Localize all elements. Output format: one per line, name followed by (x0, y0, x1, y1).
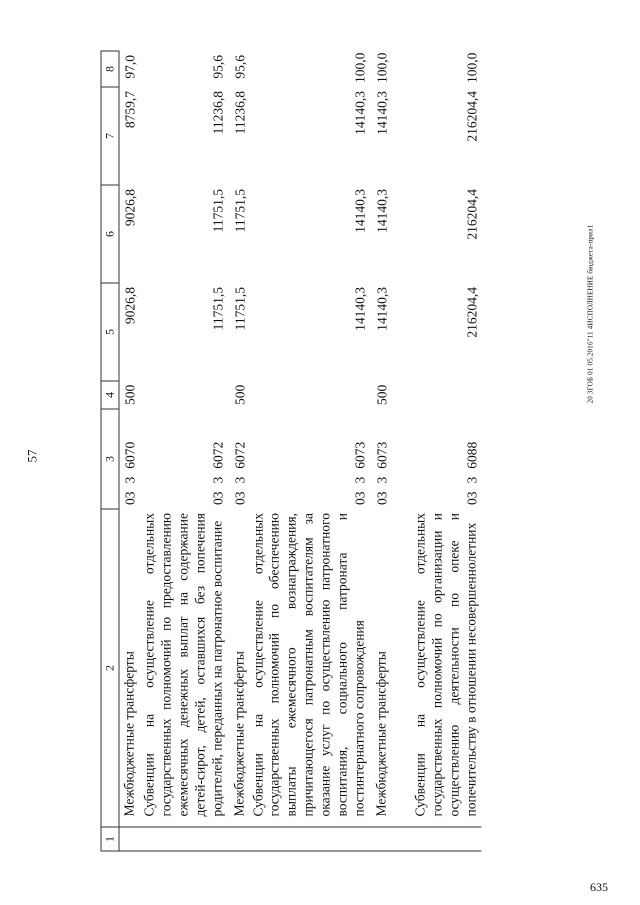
row-name: Субвенции на осуществление отдельных государственных полномочий по организации и осуществлению деятельности по опеке и попечительству в отношении несовершеннолетних (412, 513, 479, 817)
footer-code: 20 ЗГОБ 01 05.2016"11 4ИСПОЛНЕНИЕ бюджета-прил1 (586, 224, 595, 404)
row-codes (369, 409, 391, 509)
row-vr: 500 (232, 384, 247, 405)
row-code-c2: 3 (122, 476, 137, 484)
row-codes (227, 409, 249, 509)
row-codes (391, 409, 481, 509)
row-v8: 100,0 (464, 52, 480, 83)
row-code-code: 6073 (352, 441, 368, 469)
row-vr (139, 381, 227, 409)
header-col-4: 4 (101, 381, 119, 409)
row-v6: 11751,5 (210, 189, 225, 233)
row-codes (249, 409, 369, 509)
row-code-c2: 3 (374, 476, 390, 484)
row-name: Субвенции на осуществление отдельных государственных полномочий по предоставлению ежемесячных денежных выплат на содержание детей-сирот, детей, оставшихся без попечения родителей, переданных на патронатное воспитание (141, 513, 225, 817)
row-v6: 9026,8 (122, 189, 137, 227)
rotated-table-container (101, 52, 536, 852)
table-row (227, 51, 249, 851)
row-vr: 500 (374, 384, 390, 405)
row-v6: 14140,3 (352, 189, 368, 233)
row-name: Субвенции на осуществление отдельных государственных полномочий по обеспечению выплаты ежемесячного вознаграждения, причитающегося патронатным воспитателям за оказание услуг по осуществлению патронатного воспитания, социального патроната и постинтернатного сопровождения (250, 513, 367, 817)
row-vr (391, 381, 481, 409)
row-v5: 11751,5 (210, 287, 225, 331)
row-code-code: 6073 (374, 441, 390, 469)
header-col-5: 5 (101, 283, 119, 381)
row-code-c2: 3 (232, 476, 247, 484)
row-col1 (119, 827, 139, 851)
row-code-code: 6070 (122, 441, 137, 469)
row-v7: 11236,8 (210, 91, 225, 135)
row-v5: 14140,3 (374, 287, 390, 331)
row-v7: 11236,8 (232, 91, 247, 135)
row-v8: 100,0 (374, 52, 390, 83)
row-vr: 500 (122, 384, 137, 405)
row-name: Межбюджетные трансферты (121, 651, 137, 817)
row-v7: 14140,3 (374, 91, 390, 135)
row-vr (249, 381, 369, 409)
row-code-c2: 3 (352, 476, 368, 484)
table-row (249, 51, 369, 851)
row-code-c2: 3 (464, 476, 480, 484)
row-code-c1: 03 (210, 491, 225, 505)
budget-table (101, 51, 482, 852)
row-name: Межбюджетные трансферты (373, 651, 389, 817)
table-row (119, 51, 139, 851)
row-v8: 95,6 (232, 55, 247, 79)
row-code-code: 6088 (464, 441, 480, 469)
row-col1 (391, 827, 481, 851)
row-v5: 14140,3 (352, 287, 368, 331)
header-col-3: 3 (101, 409, 119, 509)
header-col-7: 7 (101, 87, 119, 185)
table-row (391, 51, 481, 851)
row-v7: 14140,3 (352, 91, 368, 135)
row-v5: 9026,8 (122, 287, 137, 325)
table-header-row (101, 51, 119, 851)
row-code-c1: 03 (464, 491, 480, 505)
row-code-c1: 03 (374, 491, 390, 505)
row-code-code: 6072 (232, 441, 247, 469)
row-codes (139, 409, 227, 509)
row-col1 (249, 827, 369, 851)
page-number: 57 (24, 449, 40, 463)
header-col-2: 2 (101, 509, 119, 827)
row-v5: 216204,4 (464, 287, 480, 338)
row-v8: 95,6 (210, 55, 225, 79)
sheet-number: 635 (590, 880, 608, 894)
row-v8: 100,0 (352, 52, 368, 83)
row-col1 (139, 827, 227, 851)
row-v6: 11751,5 (232, 189, 247, 233)
row-v7: 8759,7 (122, 91, 137, 129)
row-code-c2: 3 (210, 476, 225, 484)
header-col-6: 6 (101, 185, 119, 283)
header-col-1: 1 (101, 827, 119, 851)
row-codes (119, 409, 139, 509)
row-code-c1: 03 (232, 491, 247, 505)
row-col1 (369, 827, 391, 851)
row-v8: 97,0 (122, 55, 137, 79)
table-row (139, 51, 227, 851)
header-col-8: 8 (101, 51, 119, 87)
row-v6: 216204,4 (464, 189, 480, 240)
row-v6: 14140,3 (374, 189, 390, 233)
table-row (369, 51, 391, 851)
row-col1 (227, 827, 249, 851)
row-v7: 216204,4 (464, 91, 480, 142)
row-code-c1: 03 (122, 491, 137, 505)
row-name: Межбюджетные трансферты (231, 651, 247, 817)
row-code-c1: 03 (352, 491, 368, 505)
row-code-code: 6072 (210, 441, 225, 469)
row-v5: 11751,5 (232, 287, 247, 331)
